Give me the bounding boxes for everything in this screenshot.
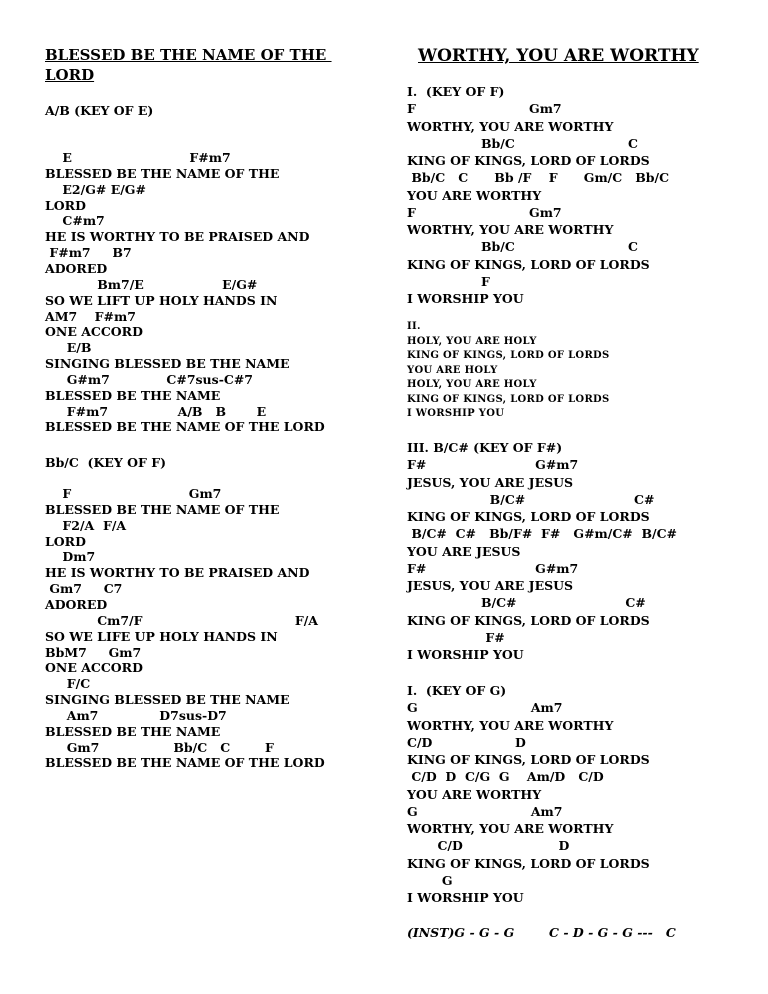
lyric-line: Bb/C C (407, 135, 638, 151)
section-header-key-e: A/B (KEY OF E) (45, 103, 154, 118)
lyric-line: ONE ACCORD (45, 324, 143, 340)
lyric-line: KING OF KINGS, LORD OF LORDS (407, 256, 650, 272)
lyric-line: BLESSED BE THE NAME (45, 387, 221, 403)
lyric-line: HE IS WORTHY TO BE PRAISED AND (45, 565, 310, 581)
lyric-line: LORD (45, 533, 86, 549)
lyric-line: II. (407, 321, 421, 332)
lyric-line: HOLY, YOU ARE HOLY (407, 335, 537, 347)
lyric-line: C/D D (407, 838, 570, 854)
lyric-line: BbM7 Gm7 (45, 644, 142, 660)
lyric-line: E/B (45, 340, 92, 356)
lyric-line: G#m7 C#7sus-C#7 (45, 371, 253, 387)
lyric-line: F# G#m7 (407, 560, 579, 576)
lyric-line: Bb/C C (407, 239, 638, 255)
lyric-line: E2/G# E/G# (45, 181, 146, 197)
lyric-line: HE IS WORTHY TO BE PRAISED AND (45, 229, 310, 245)
lyric-line: Bb/C C Bb /F F Gm/C Bb/C (407, 170, 670, 186)
lyric-line: KING OF KINGS, LORD OF LORDS (407, 752, 650, 767)
lyric-line: F Gm7 (45, 486, 222, 501)
lyric-line: F Gm7 (407, 101, 562, 117)
lyric-line: KING OF KINGS, LORD OF LORDS (407, 855, 650, 871)
lyric-line: B/C# C# Bb/F# F# G#m/C# B/C# (407, 526, 678, 542)
lyric-line: I. (KEY OF F) (407, 84, 505, 99)
lyric-line: ADORED (45, 260, 108, 276)
song-title-line-2: LORD (45, 66, 95, 84)
lyric-line: E F#m7 (45, 150, 231, 165)
lyric-line: B/C# C# (407, 595, 646, 611)
lyric-line: SO WE LIFE UP HOLY HANDS IN (45, 628, 278, 644)
lyric-line: HOLY, YOU ARE HOLY (407, 379, 537, 390)
lyric-line: SINGING BLESSED BE THE NAME (45, 692, 290, 708)
lyric-line: JESUS, YOU ARE JESUS (407, 474, 574, 490)
lyric-line: ADORED (45, 596, 108, 612)
lyric-line: KING OF KINGS, LORD OF LORDS (407, 350, 610, 361)
lyric-line: YOU ARE HOLY (407, 364, 498, 376)
lyric-line: KING OF KINGS, LORD OF LORDS (407, 612, 650, 628)
lyric-line: BLESSED BE THE NAME OF THE LORD (45, 419, 325, 435)
lyric-line: BLESSED BE THE NAME OF THE (45, 165, 280, 181)
lyric-line: SO WE LIFT UP HOLY HANDS IN (45, 292, 278, 308)
lyric-line: Gm7 C7 (45, 581, 123, 597)
lyric-line: G (407, 872, 453, 888)
lyric-line: B/C# C# (407, 491, 655, 507)
lyric-line: ONE ACCORD (45, 660, 143, 676)
lyric-line: WORTHY, YOU ARE WORTHY (407, 821, 614, 836)
lyric-line: G Am7 (407, 700, 563, 716)
lyric-line: F2/A F/A (45, 517, 127, 533)
lyric-line: YOU ARE WORTHY (407, 187, 542, 203)
lyric-line: I WORSHIP YOU (407, 291, 524, 306)
lyric-line: C/D D (407, 734, 526, 750)
lyric-line: I WORSHIP YOU (407, 890, 524, 905)
lyric-line: BLESSED BE THE NAME (45, 723, 221, 739)
lyric-line: III. B/C# (KEY OF F#) (407, 440, 563, 455)
lyric-line: C/D D C/G G Am/D C/D (407, 769, 604, 785)
lyric-line: BLESSED BE THE NAME OF THE LORD (45, 755, 325, 771)
lyric-line: I. (KEY OF G) (407, 683, 507, 698)
lyric-line: F# G#m7 (407, 457, 579, 473)
lyric-line: G Am7 (407, 803, 563, 819)
lyric-line: C#m7 (45, 213, 105, 229)
lyric-line: WORTHY, YOU ARE WORTHY (407, 717, 614, 733)
lyric-line: AM7 F#m7 (45, 308, 136, 324)
lyric-line: WORTHY, YOU ARE WORTHY (407, 118, 614, 134)
lyric-line: F/C (45, 676, 91, 692)
lyric-line: LORD (45, 197, 86, 213)
song-title-worthy: WORTHY, YOU ARE WORTHY (418, 46, 699, 66)
lyric-line: F#m7 B7 (45, 245, 132, 261)
lyric-line: F (407, 273, 490, 289)
lyric-line: Dm7 (45, 549, 96, 565)
lyric-line: BLESSED BE THE NAME OF THE (45, 501, 280, 517)
lyric-line: YOU ARE JESUS (407, 543, 521, 559)
lyric-line: SINGING BLESSED BE THE NAME (45, 356, 290, 372)
lyric-line: JESUS, YOU ARE JESUS (407, 578, 574, 593)
lyric-line: F#m7 A/B B E (45, 403, 267, 419)
lyric-line: Bm7/E E/G# (45, 276, 258, 292)
lyric-line: KING OF KINGS, LORD OF LORDS (407, 509, 650, 524)
lyric-line: WORTHY, YOU ARE WORTHY (407, 222, 614, 237)
lyric-line: Am7 D7sus-D7 (45, 707, 227, 723)
lyric-line: KING OF KINGS, LORD OF LORDS (407, 153, 650, 168)
lyric-line: F Gm7 (407, 204, 562, 220)
lyric-line: F# (407, 629, 505, 645)
lyric-line: YOU ARE WORTHY (407, 786, 542, 802)
lyric-line: I WORSHIP YOU (407, 408, 505, 419)
instrumental-line: (INST)G - G - G C - D - G - G --- C (407, 925, 676, 940)
section-header-key-f: Bb/C (KEY OF F) (45, 455, 167, 470)
lyric-line: I WORSHIP YOU (407, 647, 524, 662)
lyric-line: Cm7/F F/A (45, 612, 318, 628)
song-title-line-1: BLESSED BE THE NAME OF THE (45, 46, 332, 64)
lyric-line: Gm7 Bb/C C F (45, 739, 274, 755)
lyric-line: KING OF KINGS, LORD OF LORDS (407, 393, 610, 405)
